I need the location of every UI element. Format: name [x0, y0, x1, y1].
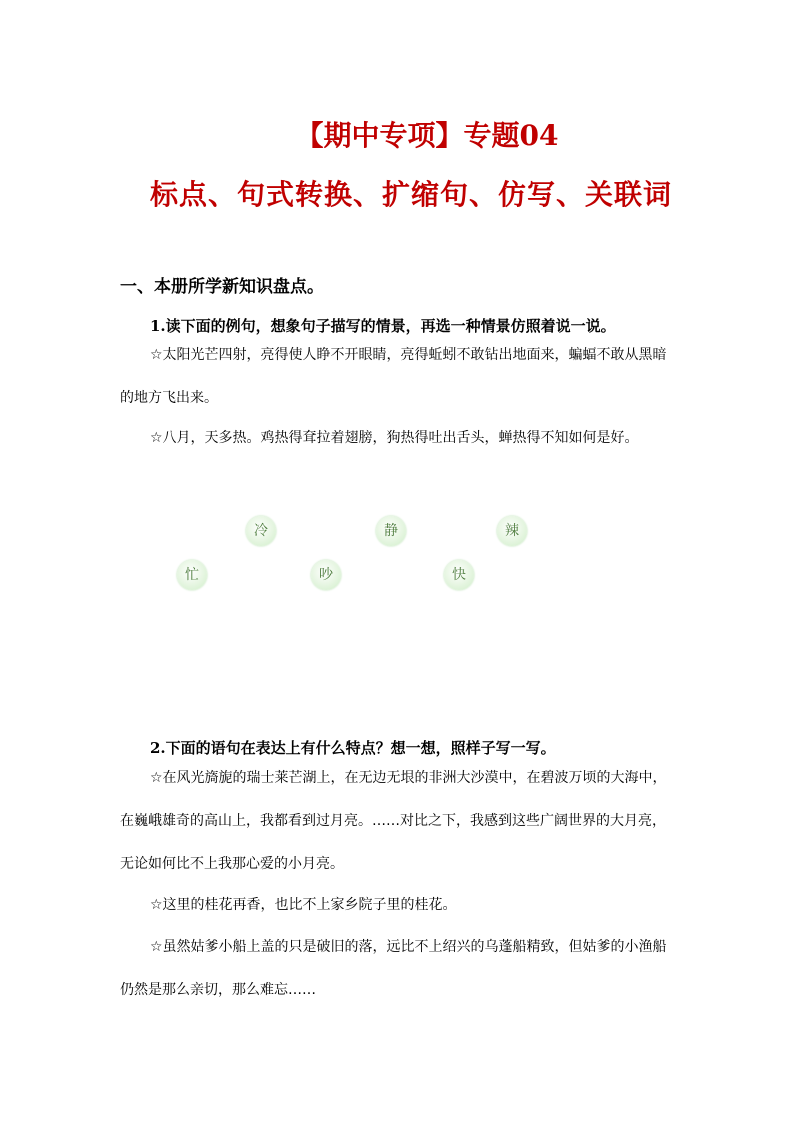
question-2-example-3: ☆虽然姑爹小船上盖的只是破旧的落，远比不上绍兴的乌蓬船精致，但姑爹的小渔船仍然是那么亲切，那么难忘……	[120, 939, 667, 998]
question-2-prompt: 2.下面的语句在表达上有什么特点？想一想，照样子写一写。	[150, 739, 556, 757]
question-1-prompt: 1.读下面的例句，想象句子描写的情景，再选一种情景仿照着说一说。	[150, 317, 616, 335]
question-2-example-2: ☆这里的桂花再香，也比不上家乡院子里的桂花。	[150, 897, 457, 913]
question-1-example-2: ☆八月，天多热。鸡热得耷拉着翅膀，狗热得吐出舌头，蝉热得不知如何是好。	[150, 430, 639, 446]
word-bubble-spicy: 辣	[497, 516, 527, 546]
word-bubble-cold: 冷	[246, 516, 276, 546]
document-title: 【期中专项】专题04	[295, 119, 559, 152]
word-bubble-noisy: 吵	[311, 560, 341, 590]
word-bubble-busy: 忙	[177, 560, 207, 590]
word-bubble-quiet: 静	[376, 516, 406, 546]
word-bubble-fast: 快	[444, 560, 474, 590]
document-subtitle: 标点、句式转换、扩缩句、仿写、关联词	[149, 178, 672, 211]
section-heading: 一、本册所学新知识盘点。	[120, 277, 324, 297]
question-2-example-1: ☆在风光旖旎的瑞士莱芒湖上，在无边无垠的非洲大沙漠中，在碧波万顷的大海中，在巍峨雄奇的高山上，我都看到过月亮。……对比之下，我感到这些广阔世界的大月亮，无论如何比不上我那心爱的小月亮。	[120, 770, 667, 872]
question-1-example-1: ☆太阳光芒四射，亮得使人睁不开眼睛，亮得蚯蚓不敢钻出地面来，蝙蝠不敢从黑暗的地方飞出来。	[120, 347, 667, 406]
